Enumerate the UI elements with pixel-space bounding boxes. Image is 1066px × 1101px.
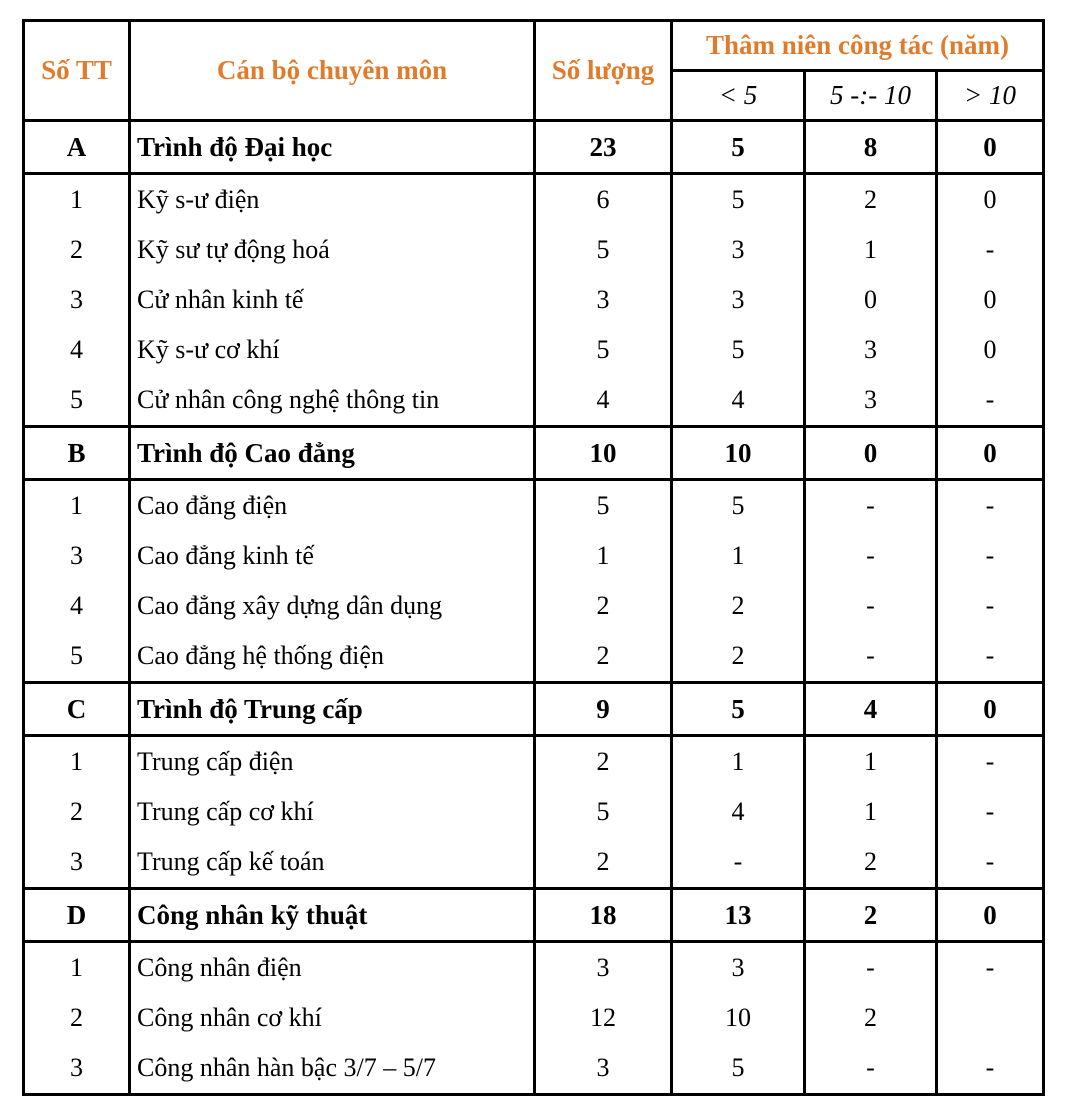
cell-name: Trung cấp kế toán bbox=[130, 837, 535, 889]
cell-gt10: - bbox=[937, 787, 1044, 837]
group-gt10: 0 bbox=[937, 683, 1044, 736]
cell-stt: 1 bbox=[24, 942, 130, 994]
group-mid: 2 bbox=[805, 889, 937, 942]
group-lt5: 13 bbox=[672, 889, 805, 942]
cell-gt10: - bbox=[937, 480, 1044, 532]
table-row bbox=[24, 837, 1044, 889]
table-row bbox=[24, 993, 1044, 1043]
cell-count: 5 bbox=[535, 325, 672, 375]
cell-stt: 1 bbox=[24, 480, 130, 532]
cell-lt5: 3 bbox=[672, 942, 805, 994]
cell-gt10: - bbox=[937, 1043, 1044, 1095]
table-row bbox=[24, 1043, 1044, 1095]
cell-mid: - bbox=[805, 531, 937, 581]
cell-mid: - bbox=[805, 942, 937, 994]
cell-name: Kỹ s-ư cơ khí bbox=[130, 325, 535, 375]
cell-lt5: 1 bbox=[672, 531, 805, 581]
cell-name: Công nhân điện bbox=[130, 942, 535, 994]
group-gt10: 0 bbox=[937, 889, 1044, 942]
cell-gt10: - bbox=[937, 631, 1044, 683]
cell-mid: - bbox=[805, 581, 937, 631]
cell-gt10: - bbox=[937, 837, 1044, 889]
cell-gt10: 0 bbox=[937, 325, 1044, 375]
table-row bbox=[24, 531, 1044, 581]
cell-mid: 1 bbox=[805, 787, 937, 837]
cell-name: Trung cấp cơ khí bbox=[130, 787, 535, 837]
group-name: Công nhân kỹ thuật bbox=[130, 889, 535, 942]
cell-gt10: - bbox=[937, 531, 1044, 581]
cell-stt: 5 bbox=[24, 631, 130, 683]
cell-gt10: - bbox=[937, 581, 1044, 631]
cell-name: Công nhân hàn bậc 3/7 – 5/7 bbox=[130, 1043, 535, 1095]
cell-count: 4 bbox=[535, 375, 672, 427]
cell-lt5: 1 bbox=[672, 736, 805, 788]
cell-name: Công nhân cơ khí bbox=[130, 993, 535, 1043]
cell-count: 3 bbox=[535, 942, 672, 994]
cell-stt: 3 bbox=[24, 275, 130, 325]
group-count: 9 bbox=[535, 683, 672, 736]
group-mid: 4 bbox=[805, 683, 937, 736]
cell-lt5: 4 bbox=[672, 787, 805, 837]
cell-count: 6 bbox=[535, 174, 672, 226]
group-row bbox=[24, 889, 1044, 942]
cell-mid: - bbox=[805, 631, 937, 683]
cell-stt: 1 bbox=[24, 736, 130, 788]
cell-gt10: 0 bbox=[937, 174, 1044, 226]
cell-count: 5 bbox=[535, 787, 672, 837]
group-code: C bbox=[24, 683, 130, 736]
group-gt10: 0 bbox=[937, 427, 1044, 480]
group-count: 18 bbox=[535, 889, 672, 942]
cell-stt: 3 bbox=[24, 837, 130, 889]
cell-mid: 0 bbox=[805, 275, 937, 325]
group-lt5: 5 bbox=[672, 683, 805, 736]
cell-mid: 3 bbox=[805, 325, 937, 375]
group-name: Trình độ Cao đẳng bbox=[130, 427, 535, 480]
cell-lt5: 5 bbox=[672, 1043, 805, 1095]
cell-lt5: 10 bbox=[672, 993, 805, 1043]
cell-gt10 bbox=[937, 993, 1044, 1043]
cell-lt5: 3 bbox=[672, 225, 805, 275]
cell-gt10: - bbox=[937, 942, 1044, 994]
cell-stt: 3 bbox=[24, 1043, 130, 1095]
table-row bbox=[24, 787, 1044, 837]
group-row bbox=[24, 427, 1044, 480]
cell-lt5: - bbox=[672, 837, 805, 889]
table-row bbox=[24, 631, 1044, 683]
table-row bbox=[24, 480, 1044, 532]
cell-lt5: 5 bbox=[672, 480, 805, 532]
cell-count: 2 bbox=[535, 837, 672, 889]
table-row bbox=[24, 942, 1044, 994]
cell-lt5: 3 bbox=[672, 275, 805, 325]
cell-stt: 4 bbox=[24, 581, 130, 631]
cell-mid: - bbox=[805, 1043, 937, 1095]
header-gt10: > 10 bbox=[937, 71, 1044, 121]
group-mid: 0 bbox=[805, 427, 937, 480]
cell-mid: 2 bbox=[805, 993, 937, 1043]
cell-gt10: - bbox=[937, 375, 1044, 427]
cell-lt5: 5 bbox=[672, 174, 805, 226]
cell-count: 3 bbox=[535, 275, 672, 325]
header-count: Số lượng bbox=[535, 21, 672, 121]
group-row bbox=[24, 683, 1044, 736]
cell-count: 5 bbox=[535, 225, 672, 275]
cell-mid: 1 bbox=[805, 736, 937, 788]
group-name: Trình độ Trung cấp bbox=[130, 683, 535, 736]
cell-gt10: - bbox=[937, 736, 1044, 788]
table-row bbox=[24, 581, 1044, 631]
cell-stt: 2 bbox=[24, 787, 130, 837]
header-name: Cán bộ chuyên môn bbox=[130, 21, 535, 121]
cell-count: 1 bbox=[535, 531, 672, 581]
table-row bbox=[24, 174, 1044, 226]
cell-lt5: 4 bbox=[672, 375, 805, 427]
cell-stt: 1 bbox=[24, 174, 130, 226]
staff-table-container bbox=[22, 19, 1045, 1096]
group-count: 23 bbox=[535, 121, 672, 174]
table-row bbox=[24, 325, 1044, 375]
cell-name: Cao đẳng hệ thống điện bbox=[130, 631, 535, 683]
header-seniority: Thâm niên công tác (năm) bbox=[672, 21, 1044, 71]
cell-name: Kỹ sư tự động hoá bbox=[130, 225, 535, 275]
cell-stt: 4 bbox=[24, 325, 130, 375]
cell-count: 2 bbox=[535, 631, 672, 683]
cell-lt5: 5 bbox=[672, 325, 805, 375]
cell-mid: 2 bbox=[805, 174, 937, 226]
group-name: Trình độ Đại học bbox=[130, 121, 535, 174]
cell-gt10: 0 bbox=[937, 275, 1044, 325]
table-row bbox=[24, 736, 1044, 788]
cell-mid: 1 bbox=[805, 225, 937, 275]
cell-stt: 2 bbox=[24, 225, 130, 275]
group-lt5: 10 bbox=[672, 427, 805, 480]
cell-name: Cử nhân kinh tế bbox=[130, 275, 535, 325]
table-body bbox=[24, 121, 1044, 1095]
cell-name: Kỹ s-ư điện bbox=[130, 174, 535, 226]
cell-stt: 5 bbox=[24, 375, 130, 427]
cell-count: 12 bbox=[535, 993, 672, 1043]
group-code: B bbox=[24, 427, 130, 480]
group-mid: 8 bbox=[805, 121, 937, 174]
cell-name: Cao đẳng điện bbox=[130, 480, 535, 532]
staff-qualification-table bbox=[22, 19, 1045, 1096]
group-code: A bbox=[24, 121, 130, 174]
header-stt: Số TT bbox=[24, 21, 130, 121]
cell-mid: 3 bbox=[805, 375, 937, 427]
table-row bbox=[24, 275, 1044, 325]
cell-lt5: 2 bbox=[672, 631, 805, 683]
cell-stt: 2 bbox=[24, 993, 130, 1043]
group-row bbox=[24, 121, 1044, 174]
cell-mid: - bbox=[805, 480, 937, 532]
cell-name: Cao đẳng kinh tế bbox=[130, 531, 535, 581]
cell-name: Cao đẳng xây dựng dân dụng bbox=[130, 581, 535, 631]
group-code: D bbox=[24, 889, 130, 942]
cell-name: Trung cấp điện bbox=[130, 736, 535, 788]
header-mid: 5 -:- 10 bbox=[805, 71, 937, 121]
cell-count: 5 bbox=[535, 480, 672, 532]
cell-count: 2 bbox=[535, 736, 672, 788]
header-lt5: < 5 bbox=[672, 71, 805, 121]
table-row bbox=[24, 375, 1044, 427]
cell-count: 2 bbox=[535, 581, 672, 631]
group-lt5: 5 bbox=[672, 121, 805, 174]
cell-stt: 3 bbox=[24, 531, 130, 581]
cell-lt5: 2 bbox=[672, 581, 805, 631]
cell-mid: 2 bbox=[805, 837, 937, 889]
group-count: 10 bbox=[535, 427, 672, 480]
cell-name: Cử nhân công nghệ thông tin bbox=[130, 375, 535, 427]
table-row bbox=[24, 225, 1044, 275]
group-gt10: 0 bbox=[937, 121, 1044, 174]
cell-gt10: - bbox=[937, 225, 1044, 275]
cell-count: 3 bbox=[535, 1043, 672, 1095]
